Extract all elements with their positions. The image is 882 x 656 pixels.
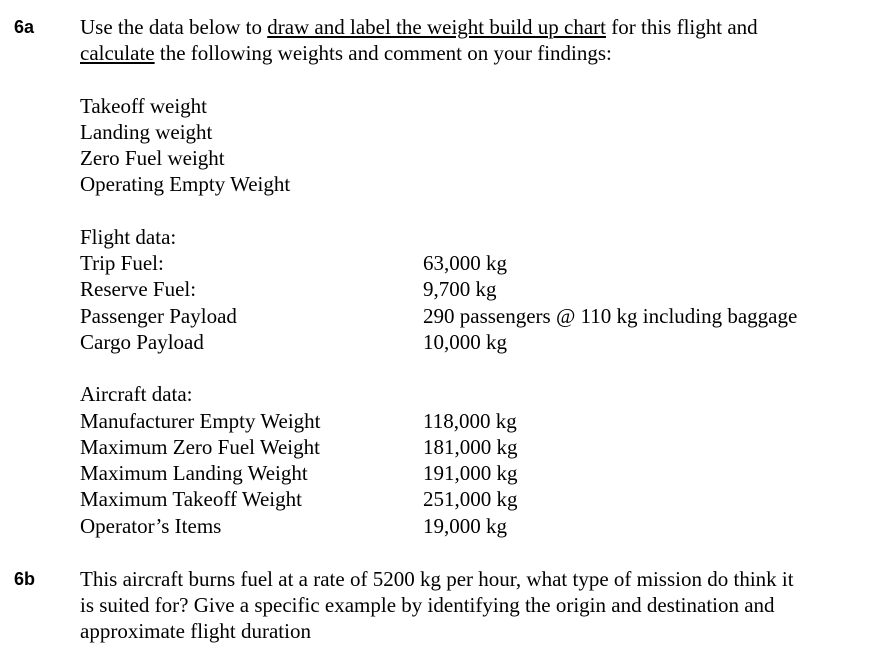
flight-data-value: 290 passengers @ 110 kg including baggage	[423, 304, 798, 328]
flight-data-value: 63,000 kg	[423, 251, 507, 275]
question-6b-line: is suited for? Give a specific example by identifying the origin and destination and	[80, 593, 775, 617]
flight-data-label: Trip Fuel:	[80, 251, 164, 275]
aircraft-data-heading: Aircraft data:	[80, 382, 193, 406]
weight-item: Landing weight	[80, 120, 213, 144]
q6a-line1-pre: Use the data below to	[80, 15, 268, 39]
weight-item: Zero Fuel weight	[80, 146, 225, 170]
flight-data-value: 9,700 kg	[423, 277, 497, 301]
flight-data-value: 10,000 kg	[423, 330, 507, 354]
question-6b-line: This aircraft burns fuel at a rate of 5200 kg per hour, what type of mission do think it	[80, 567, 794, 591]
question-number-6b: 6b	[14, 569, 36, 589]
weight-item: Takeoff weight	[80, 94, 208, 118]
aircraft-data-value: 191,000 kg	[423, 461, 518, 485]
weight-item: Operating Empty Weight	[80, 172, 291, 196]
flight-data-label: Cargo Payload	[80, 330, 204, 354]
aircraft-data-label: Manufacturer Empty Weight	[80, 409, 321, 433]
flight-data-heading: Flight data:	[80, 225, 177, 249]
q6a-calculate-instruction: calculate	[80, 41, 155, 65]
flight-data-label: Passenger Payload	[80, 304, 237, 328]
q6a-line1-post: for this flight and	[606, 15, 758, 39]
question-6b-line: approximate flight duration	[80, 619, 311, 643]
aircraft-data-value: 19,000 kg	[423, 514, 507, 538]
question-6a-line-2	[80, 40, 612, 66]
aircraft-data-label: Operator’s Items	[80, 514, 222, 538]
q6a-draw-instruction: draw and label the weight build up chart	[267, 15, 607, 39]
question-6a-line-1	[80, 14, 758, 40]
aircraft-data-label: Maximum Landing Weight	[80, 461, 308, 485]
q6a-line2-post: the following weights and comment on your findings:	[154, 41, 612, 65]
question-number-6a: 6a	[14, 17, 35, 37]
aircraft-data-value: 181,000 kg	[423, 435, 518, 459]
aircraft-data-label: Maximum Zero Fuel Weight	[80, 435, 320, 459]
aircraft-data-value: 118,000 kg	[423, 409, 517, 433]
aircraft-data-label: Maximum Takeoff Weight	[80, 487, 302, 511]
aircraft-data-value: 251,000 kg	[423, 487, 518, 511]
flight-data-label: Reserve Fuel:	[80, 277, 197, 301]
